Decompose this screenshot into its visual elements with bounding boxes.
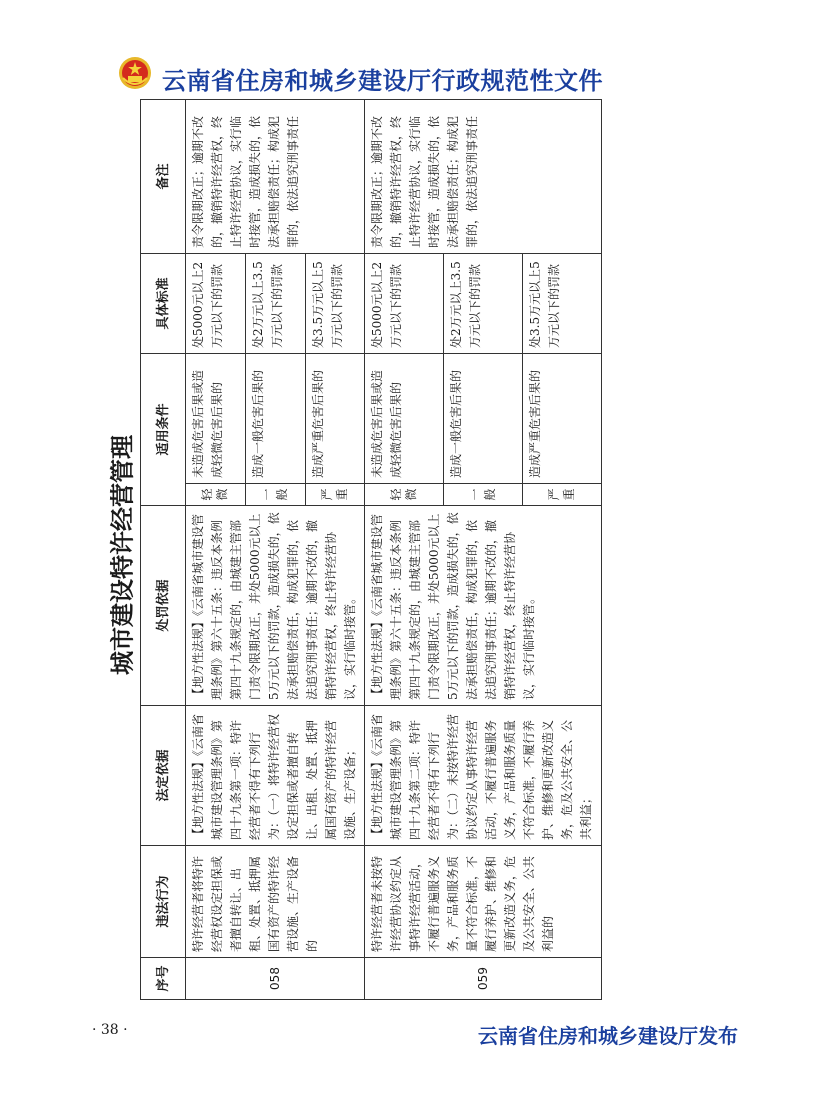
- row-condition: 未造成危害后果或造成轻微危害后果的: [186, 353, 246, 483]
- row-level: 严重: [305, 484, 365, 506]
- header-penalty-basis: 处罚依据: [141, 506, 186, 706]
- row-behavior: 特许经营者将特许经营权设定担保或者擅自转让、出租、处置、抵押属国有资产的特许经营设施、生产设备的: [186, 846, 365, 958]
- header-remarks: 备注: [141, 99, 186, 253]
- section-title: [100, 435, 140, 675]
- row-condition: 造成严重危害后果的: [305, 353, 365, 483]
- row-seq: 059: [365, 958, 602, 1000]
- page-number: · 38 ·: [92, 1022, 128, 1038]
- row-remarks: 责令限期改正；逾期不改的，撤销特许经营权，终止特许经营协议，实行临时接管，造成损失的，依法承担赔偿责任；构成犯罪的，依法追究刑事责任: [186, 99, 365, 253]
- national-emblem-icon: [118, 56, 152, 90]
- section-title-text: 城市建设特许经营管理: [107, 435, 137, 675]
- row-seq: 058: [186, 958, 365, 1000]
- table-header-row: [141, 99, 186, 999]
- document-header-title: 云南省住房和城乡建设厅行政规范性文件: [162, 67, 603, 95]
- header-conditions: 适用条件: [141, 353, 186, 505]
- row-standard: 处5000元以上2万元以下的罚款: [186, 253, 246, 353]
- header-behavior: 违法行为: [141, 846, 186, 958]
- row-condition: 造成严重危害后果的: [523, 353, 602, 483]
- row-standard: 处2万元以上3.5万元以下的罚款: [245, 253, 305, 353]
- row-level: 严重: [523, 484, 602, 506]
- row-condition: 造成一般危害后果的: [444, 353, 523, 483]
- row-legal-basis: 【地方性法规】《云南省城市建设管理条例》第四十九条第二项：特许经营者不得有下列行为：（二）未按特许经营协议约定从事特许经营活动，不履行普遍服务义务，产品和服务质量不符合标准，不履行养护、维修和更新改造义务，危及公共安全、公共利益；: [365, 706, 602, 846]
- row-level: 一般: [444, 484, 523, 506]
- row-level: 轻微: [186, 484, 246, 506]
- row-behavior: 特许经营者未按特许经营协议约定从事特许经营活动，不履行普遍服务义务，产品和服务质量不符合标准，不履行养护、维修和更新改造义务，危及公共安全、公共利益的: [365, 846, 602, 958]
- header-legal-basis: 法定依据: [141, 706, 186, 846]
- row-remarks: 责令限期改正；逾期不改的，撤销特许经营权，终止特许经营协议，实行临时接管，造成损失的，依法承担赔偿责任；构成犯罪的，依法追究刑事责任: [365, 99, 602, 253]
- row-standard: 处3.5万元以上5万元以下的罚款: [523, 253, 602, 353]
- table-row: [365, 99, 444, 999]
- footer-publisher: 云南省住房和城乡建设厅发布: [478, 1024, 738, 1048]
- table-container: [140, 100, 602, 1000]
- row-penalty-basis: 【地方性法规】《云南省城市建设管理条例》第六十五条：违反本条例第四十九条规定的，由城建主管部门责令限期改正，并处5000元以上5万元以下的罚款，造成损失的，依法承担赔偿责任，构成犯罪的，依法追究刑事责任；逾期不改的，撤销特许经营权，终止特许经营协议，实行临时接管。: [186, 506, 365, 706]
- document-header: [118, 56, 718, 100]
- row-condition: 未造成危害后果或造成轻微危害后果的: [365, 353, 444, 483]
- row-standard: 处3.5万元以上5万元以下的罚款: [305, 253, 365, 353]
- row-standard: 处5000元以上2万元以下的罚款: [365, 253, 444, 353]
- table-row: [186, 99, 246, 999]
- header-standard: 具体标准: [141, 253, 186, 353]
- row-penalty-basis: 【地方性法规】《云南省城市建设管理条例》第六十五条：违反本条例第四十九条规定的，由城建主管部门责令限期改正，并处5000元以上5万元以下的罚款，造成损失的，依法承担赔偿责任，构成犯罪的，依法追究刑事责任；逾期不改的，撤销特许经营权，终止特许经营协议，实行临时接管。: [365, 506, 602, 706]
- row-standard: 处2万元以上3.5万元以下的罚款: [444, 253, 523, 353]
- row-level: 一般: [245, 484, 305, 506]
- penalty-standard-table: [140, 99, 602, 1000]
- row-condition: 造成一般危害后果的: [245, 353, 305, 483]
- row-legal-basis: 【地方性法规】《云南省城市建设管理条例》第四十九条第一项：特许经营者不得有下列行为：（一）将特许经营权设定担保或者擅自转让、出租、处置、抵押属国有资产的特许经营设施、生产设备；: [186, 706, 365, 846]
- row-level: 轻微: [365, 484, 444, 506]
- header-seq: 序号: [141, 958, 186, 1000]
